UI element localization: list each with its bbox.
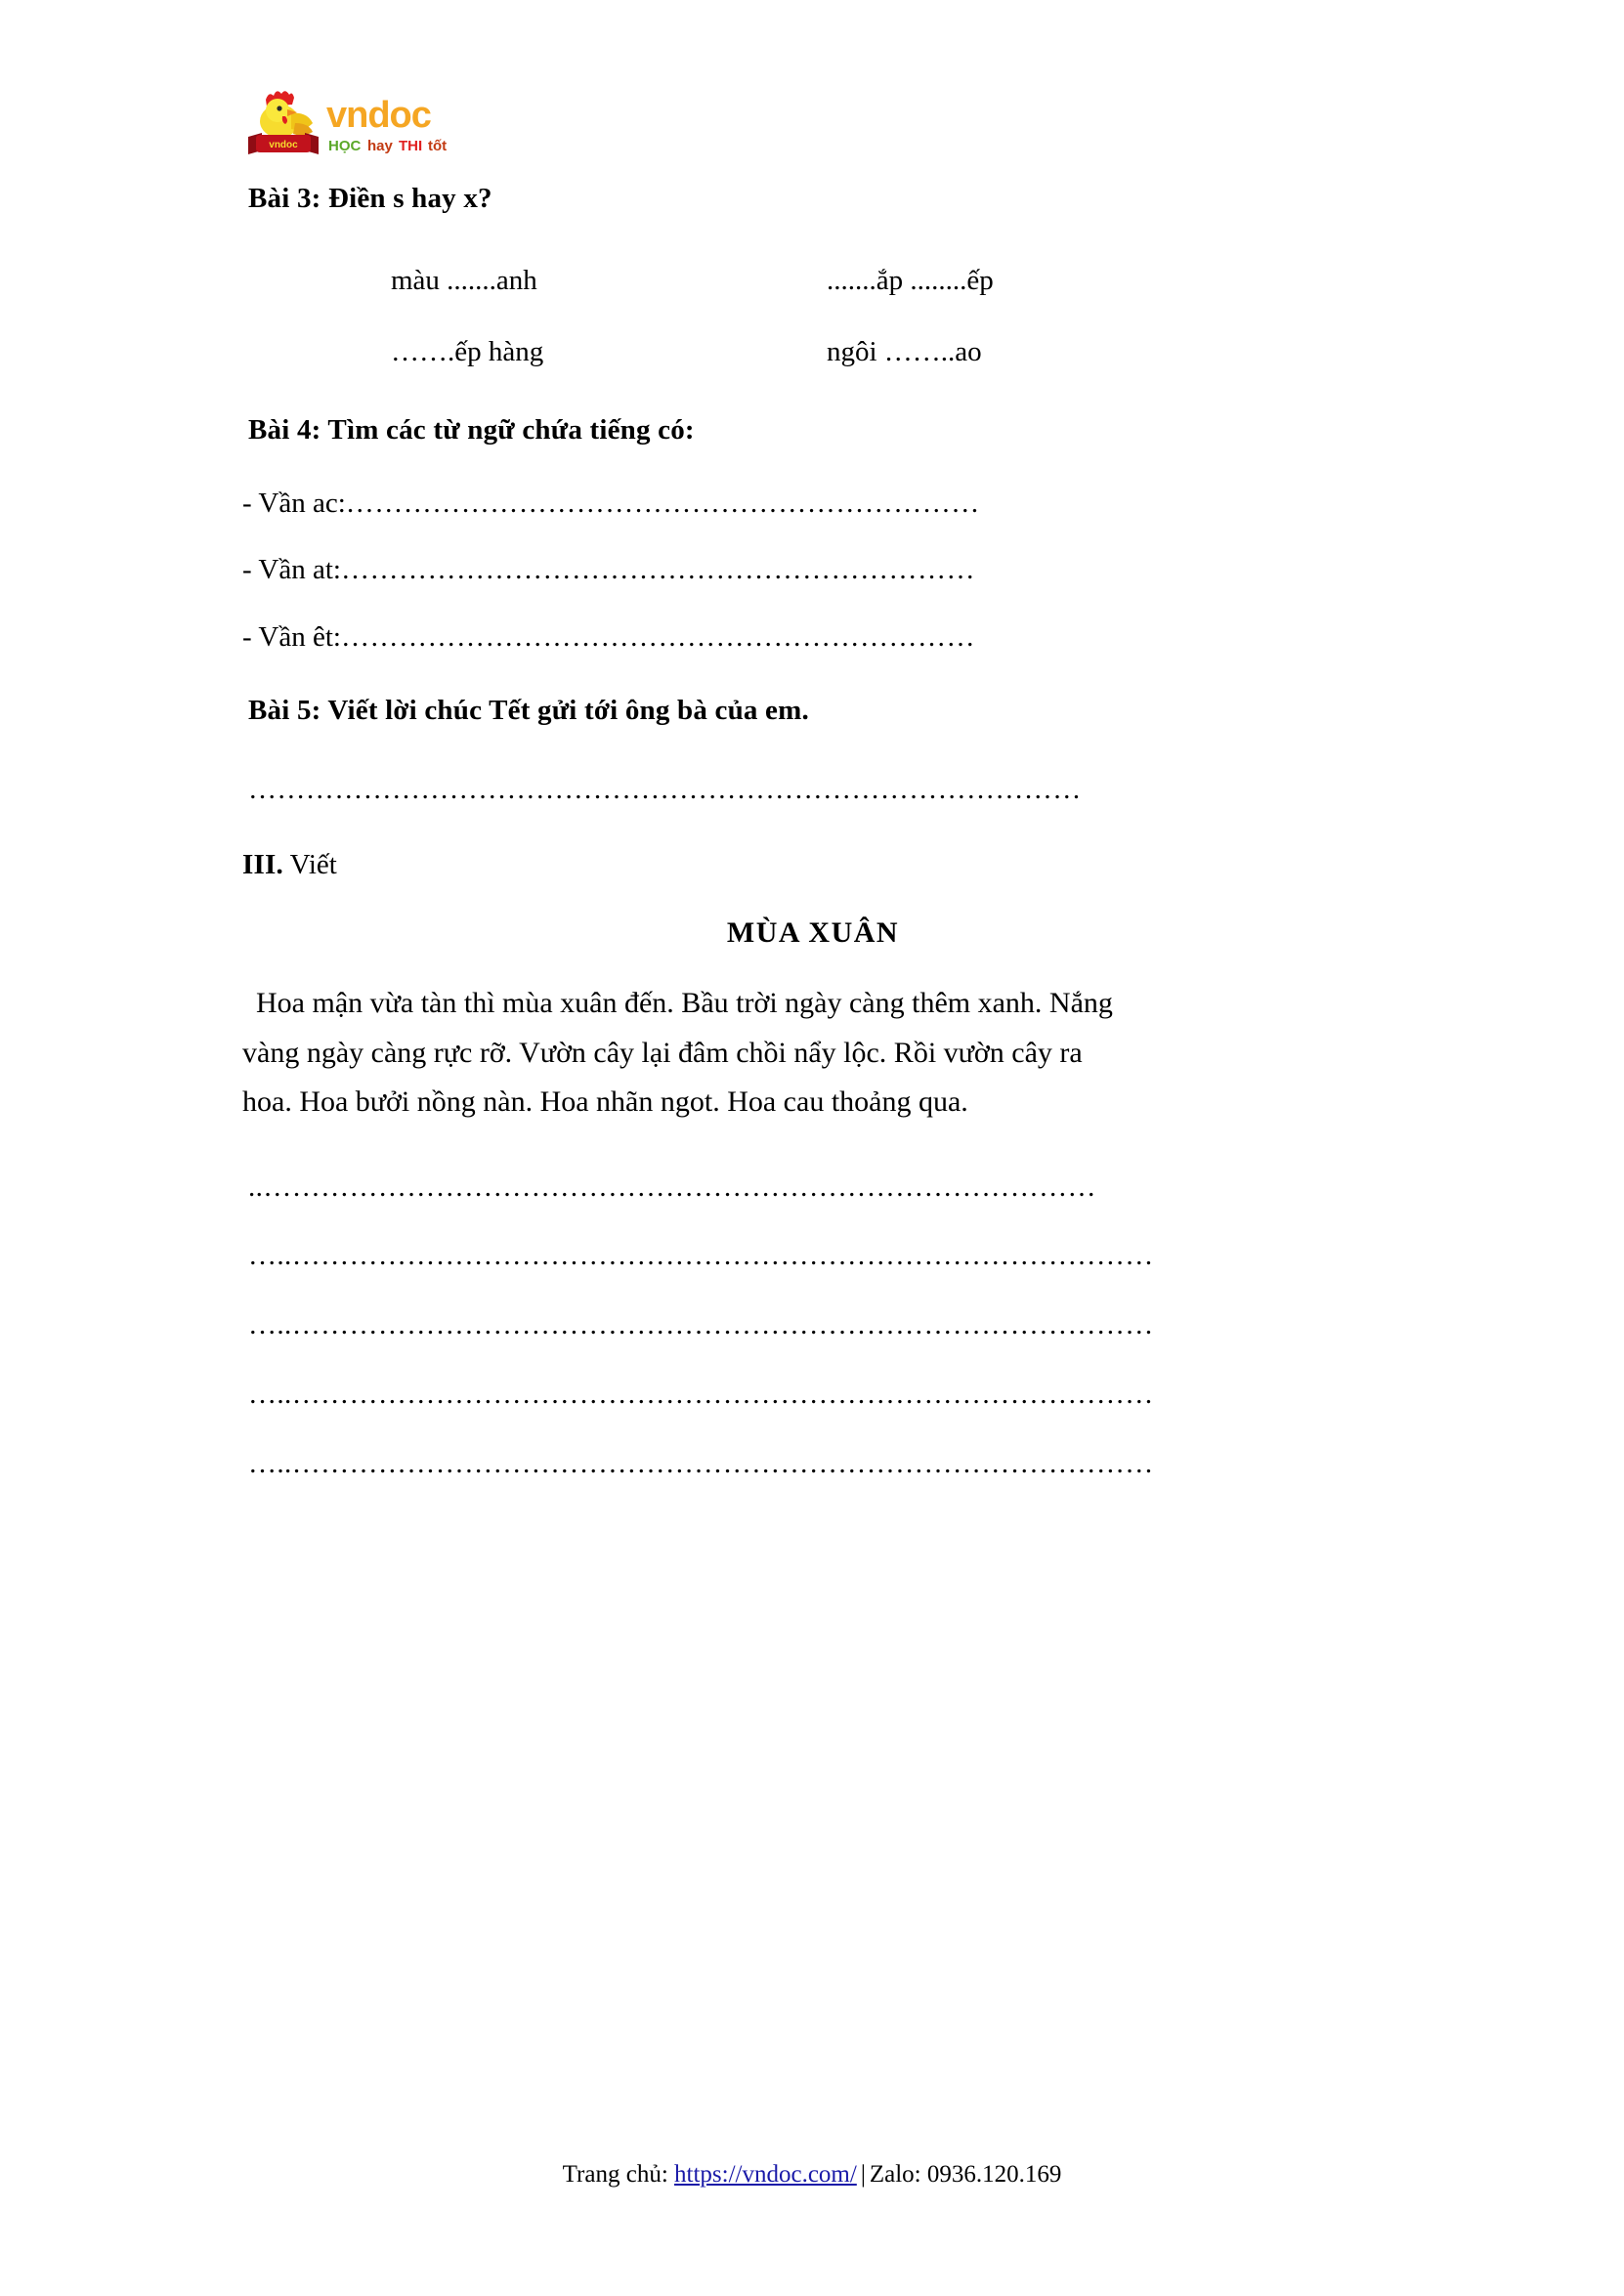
- footer-prefix: Trang chủ:: [562, 2161, 668, 2188]
- bai4-item-at: [242, 553, 1384, 587]
- svg-text:vndoc: vndoc: [269, 140, 298, 150]
- section-3-label: Viết: [289, 848, 337, 880]
- bai3-row-2-left: …….ếp hàng: [391, 335, 544, 367]
- worksheet-body: [242, 182, 1384, 1481]
- page-footer: [0, 2161, 1624, 2189]
- bai4-item-at-dots: …………………………………………………………: [340, 554, 975, 586]
- vndoc-logo: [242, 86, 467, 162]
- reading-title: MÙA XUÂN: [726, 916, 900, 950]
- bai3-row-2-right: ngôi ……..ao: [827, 335, 982, 367]
- bai3-row-1-left: màu .......anh: [391, 264, 537, 296]
- bai4-item-et: [242, 620, 1384, 655]
- bai4-item-et-dots: …………………………………………………………: [340, 621, 975, 654]
- vndoc-logo-icon: [242, 86, 467, 162]
- bai5-answer-line[interactable]: ……………………………………………………………………………: [248, 773, 1082, 805]
- section-3-number: III.: [242, 848, 283, 880]
- writing-line-4[interactable]: …..………………………………………………………………………………: [248, 1378, 1154, 1410]
- writing-line-1[interactable]: ..……………………………………………………………………………: [248, 1170, 1096, 1203]
- svg-text:hay: hay: [367, 138, 393, 154]
- reading-paragraph-line-3: hoa. Hoa bưởi nồng nàn. Hoa nhãn ngot. Hoa cau thoảng qua.: [242, 1085, 968, 1119]
- bai4-item-at-label: - Vần at:: [242, 554, 341, 586]
- bai3-row-1: [242, 265, 1384, 297]
- reading-paragraph-line-2: vàng ngày càng rực rỡ. Vườn cây lại đâm chồi nẩy lộc. Rồi vườn cây ra: [242, 1036, 1083, 1069]
- ribbon-banner-icon: [248, 133, 319, 154]
- svg-text:HỌC: HỌC: [328, 138, 362, 154]
- bai3-row-1-right: .......ắp ........ếp: [827, 264, 994, 296]
- bai5-heading: Bài 5: Viết lời chúc Tết gửi tới ông bà của em.: [248, 694, 809, 726]
- bai4-heading: Bài 4: Tìm các từ ngữ chứa tiếng có:: [248, 413, 695, 446]
- bai4-item-ac: [242, 487, 1384, 521]
- reading-paragraph: [242, 979, 1384, 1127]
- writing-line-5[interactable]: …..………………………………………………………………………………: [248, 1447, 1154, 1479]
- writing-practice-area: [242, 1170, 1384, 1481]
- writing-line-2[interactable]: …..………………………………………………………………………………: [248, 1240, 1154, 1272]
- section-3-heading: [242, 848, 1384, 882]
- bai3-row-2: [242, 336, 1384, 368]
- footer-zalo: Zalo: 0936.120.169: [869, 2161, 1062, 2188]
- svg-text:THI: THI: [399, 138, 423, 154]
- footer-separator: |: [860, 2161, 866, 2188]
- reading-paragraph-line-1: Hoa mận vừa tàn thì mùa xuân đến. Bầu trời ngày càng thêm xanh. Nắng: [256, 987, 1113, 1020]
- svg-text:tốt: tốt: [428, 138, 448, 154]
- footer-homepage-link[interactable]: https://vndoc.com/: [674, 2161, 857, 2188]
- svg-text:vndoc: vndoc: [326, 95, 431, 136]
- bai4-item-et-label: - Vần êt:: [242, 621, 341, 654]
- writing-line-3[interactable]: …..………………………………………………………………………………: [248, 1309, 1154, 1341]
- bai4-item-ac-dots: …………………………………………………………: [345, 487, 980, 519]
- bai4-item-ac-label: - Vần ac:: [242, 487, 346, 519]
- bai3-heading: Bài 3: Điền s hay x?: [248, 183, 492, 214]
